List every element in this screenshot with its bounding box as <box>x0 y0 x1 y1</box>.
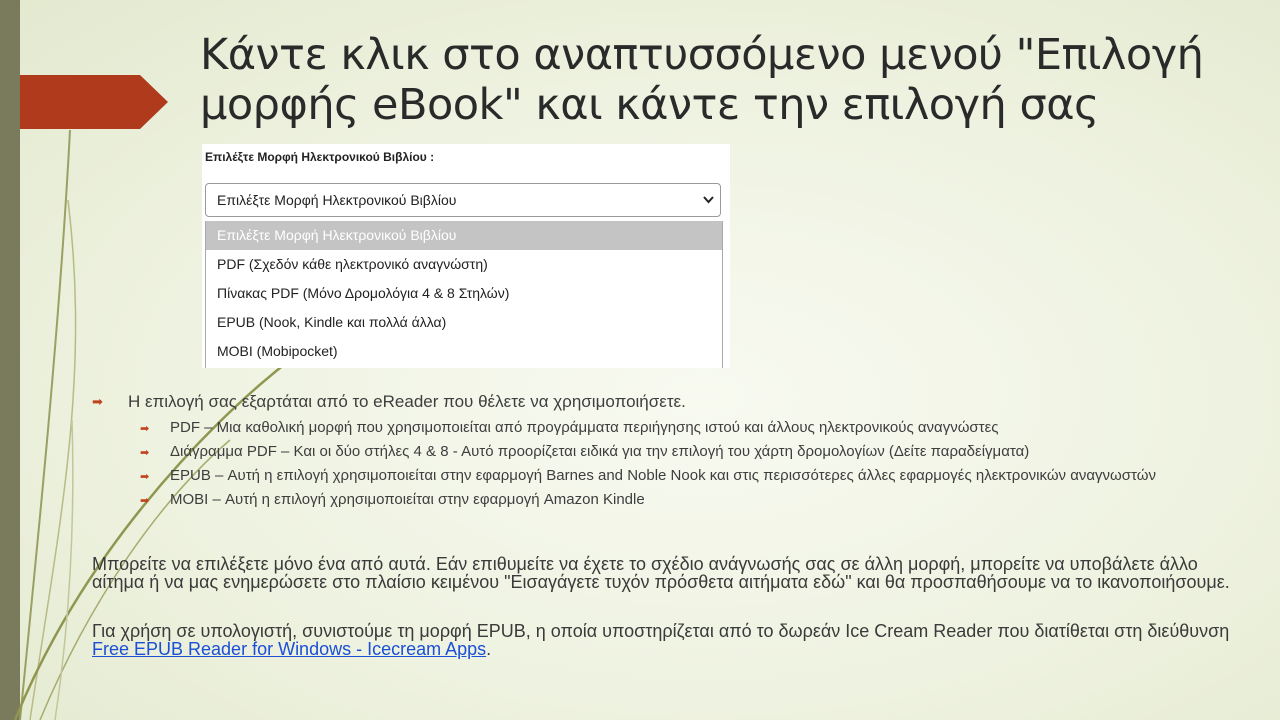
bullet-main-text: Η επιλογή σας εξαρτάται από το eReader που θέλετε να χρησιμοποιήσετε. <box>128 392 686 411</box>
dropdown-option-pdf-table[interactable]: Πίνακας PDF (Μόνο Δρομολόγια 4 & 8 Στηλών) <box>217 285 510 301</box>
bullet-sub-text: EPUB – Αυτή η επιλογή χρησιμοποιείται στην εφαρμογή Barnes and Noble Nook και στις περισσότερες άλλες εφαρμογές ηλεκτρονικών αναγνωστών <box>170 467 1156 484</box>
paragraph-end: . <box>486 639 492 659</box>
bullet-sub-text: PDF – Μια καθολική μορφή που χρησιμοποιείται από προγράμματα περιήγησης ιστού και άλλους ηλεκτρονικούς αναγνώστες <box>170 419 999 436</box>
bullet-sub-pdf-chart <box>92 444 1262 460</box>
arrow-bullet-icon: ➡ <box>140 423 150 435</box>
paragraph-one-format: Μπορείτε να επιλέξετε μόνο ένα από αυτά. Εάν επιθυμείτε να έχετε το σχέδιο ανάγνωσής σας σε άλλη μορφή, μπορείτε να υποβάλετε άλλο αίτημα ή να μας ενημερώσετε στο πλαίσιο κειμένου "Εισαγάγετε τυχόν πρόσθετα αιτήματα εδώ" και θα προσπαθήσουμε να το ικανοποιήσουμε. <box>92 554 1230 592</box>
bullet-sub-pdf <box>92 420 1262 436</box>
dropdown-option-pdf[interactable]: PDF (Σχεδόν κάθε ηλεκτρονικό αναγνώστη) <box>217 256 488 272</box>
arrow-bullet-icon: ➡ <box>92 394 103 409</box>
ebook-format-select[interactable] <box>205 183 721 217</box>
dropdown-options-list <box>205 221 723 368</box>
paragraph-text: Για χρήση σε υπολογιστή, συνιστούμε τη μορφή EPUB, η οποία υποστηρίζεται από το δωρεάν Ice Cream Reader που διατίθεται στη διεύθυνση <box>92 621 1230 641</box>
slide-title: Κάντε κλικ στο αναπτυσσόμενο μενού "Επιλογή μορφής eBook" και κάντε την επιλογή σας <box>200 30 1204 130</box>
bullet-sub-mobi <box>92 492 1262 508</box>
arrow-bullet-icon: ➡ <box>140 471 150 483</box>
paragraph-epub-recommendation <box>92 622 1242 658</box>
dropdown-option-mobi[interactable]: MOBI (Mobipocket) <box>217 343 338 359</box>
bullet-sub-epub <box>92 468 1262 484</box>
bullet-sub-text: MOBI – Αυτή η επιλογή χρησιμοποιείται στην εφαρμογή Amazon Kindle <box>170 491 645 508</box>
bullet-main <box>92 392 1262 412</box>
bullet-sub-text: Διάγραμμα PDF – Και οι δύο στήλες 4 & 8 - Αυτό προορίζεται ειδικά για την επιλογή του χάρτη δρομολογίων (Δείτε παραδείγματα) <box>170 443 1030 460</box>
arrow-bullet-icon: ➡ <box>140 447 150 459</box>
dropdown-option-epub[interactable]: EPUB (Nook, Kindle και πολλά άλλα) <box>217 314 447 330</box>
bullet-list <box>92 392 1262 516</box>
select-value: Επιλέξτε Μορφή Ηλεκτρονικού Βιβλίου <box>217 192 457 208</box>
accent-arrow-shape <box>0 0 170 200</box>
ebook-format-label: Επιλέξτε Μορφή Ηλεκτρονικού Βιβλίου : <box>205 150 435 164</box>
dropdown-option-placeholder[interactable]: Επιλέξτε Μορφή Ηλεκτρονικού Βιβλίου <box>206 221 722 250</box>
dropdown-screenshot <box>202 144 730 368</box>
arrow-bullet-icon: ➡ <box>140 495 150 507</box>
icecream-reader-link[interactable]: Free EPUB Reader for Windows - Icecream Apps <box>92 639 487 659</box>
